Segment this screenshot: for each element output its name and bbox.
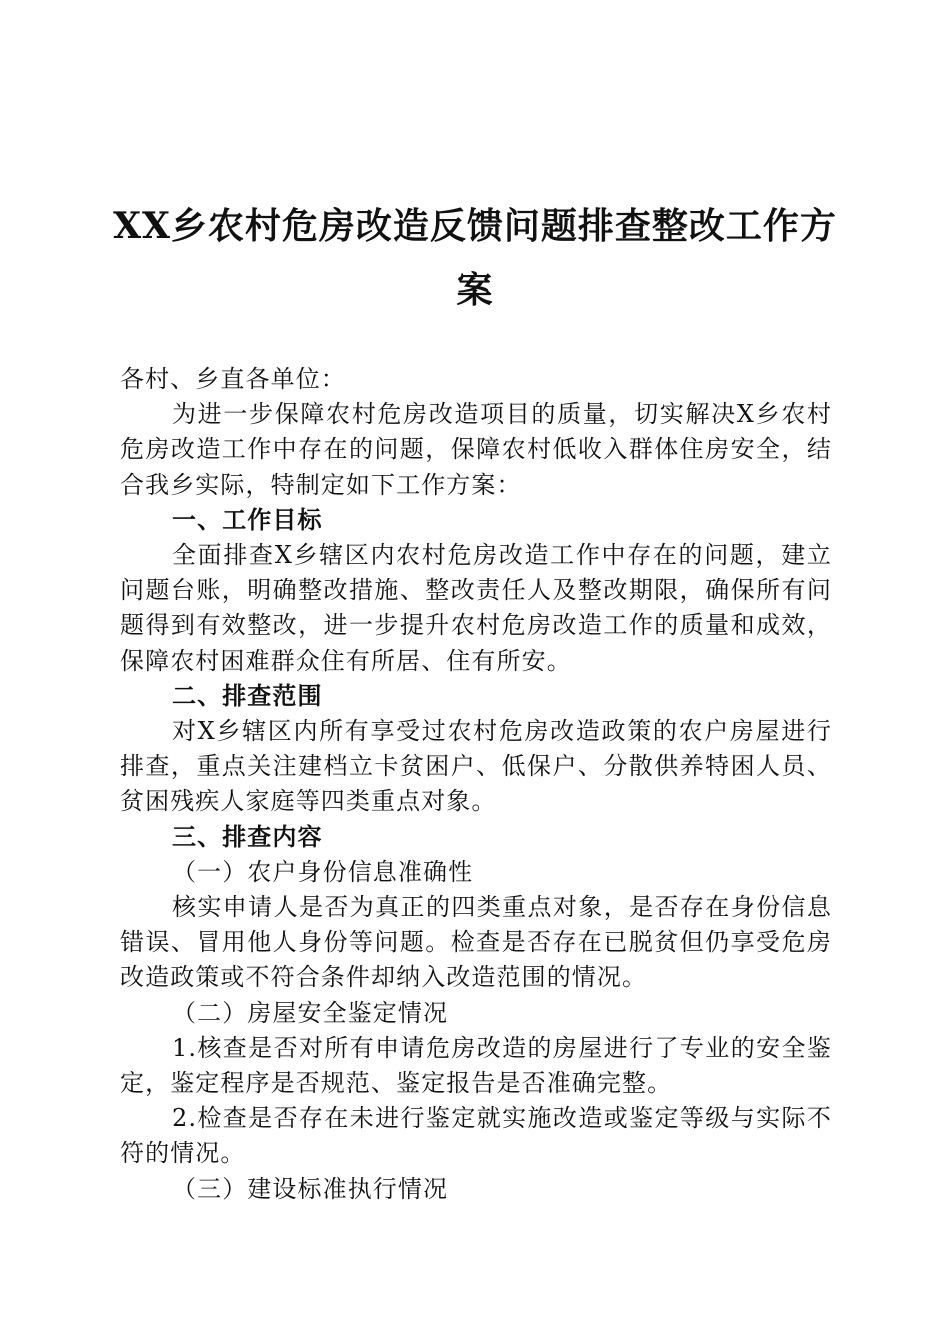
document-title-line1: XX乡农村危房改造反馈问题排查整改工作方 <box>113 205 837 247</box>
subsection3-heading: （三）建设标准执行情况 <box>172 1174 449 1203</box>
subsection2-item2: 2.检查是否存在未进行鉴定就实施改造或鉴定等级与实际不符的情况。 <box>120 1104 832 1168</box>
document-body <box>120 362 832 1207</box>
subsection2-heading: （二）房屋安全鉴定情况 <box>172 998 449 1027</box>
section1-paragraph: 全面排查X乡辖区内农村危房改造工作中存在的问题，建立问题台账，明确整改措施、整改责任人及整改期限，确保所有问题得到有效整改，进一步提升农村危房改造工作的质量和成效，保障农村困难群众住有所居、住有所安。 <box>120 541 832 675</box>
subsection2-item1: 1.核查是否对所有申请危房改造的房屋进行了专业的安全鉴定，鉴定程序是否规范、鉴定报告是否准确完整。 <box>120 1033 832 1098</box>
intro-paragraph: 为进一步保障农村危房改造项目的质量，切实解决X乡农村危房改造工作中存在的问题，保障农村低收入群体住房安全，结合我乡实际，特制定如下工作方案： <box>120 400 832 499</box>
subsection1-paragraph: 核实申请人是否为真正的四类重点对象，是否存在身份信息错误、冒用他人身份等问题。检查是否存在已脱贫但仍享受危房改造政策或不符合条件却纳入改造范围的情况。 <box>120 893 832 992</box>
section2-heading: 二、排查范围 <box>172 681 323 710</box>
section2-paragraph: 对X乡辖区内所有享受过农村危房改造政策的农户房屋进行排查，重点关注建档立卡贫困户、低保户、分散供养特困人员、贫困残疾人家庭等四类重点对象。 <box>120 717 832 816</box>
section1-heading: 一、工作目标 <box>172 505 323 534</box>
salutation: 各村、乡直各单位： <box>120 365 346 393</box>
subsection1-heading: （一）农户身份信息准确性 <box>172 857 474 886</box>
section3-heading: 三、排查内容 <box>172 822 323 851</box>
document-title-line2: 案 <box>456 269 494 311</box>
